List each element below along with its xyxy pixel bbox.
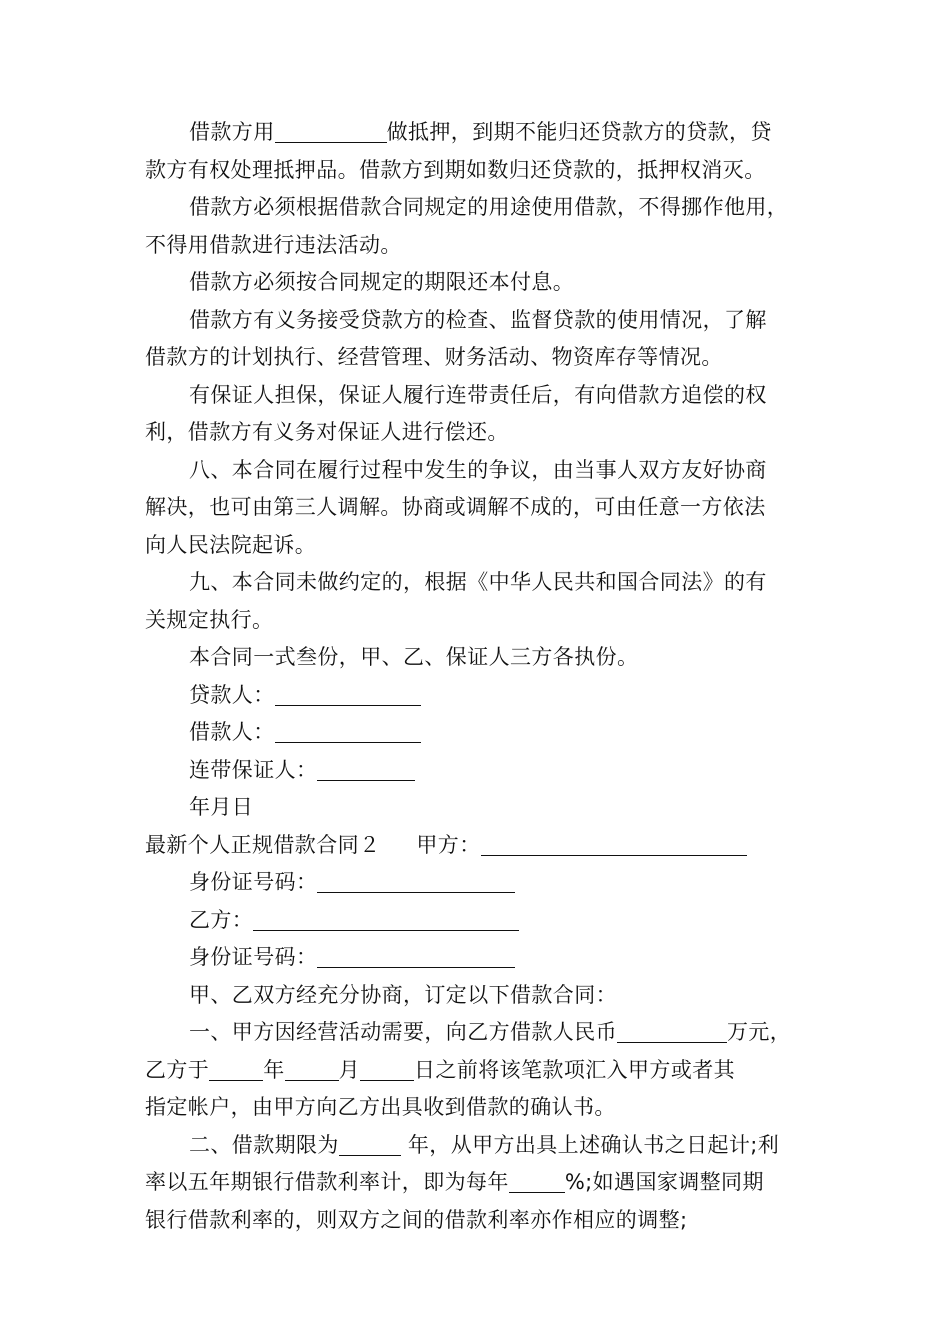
text-span: 年 [263,1057,285,1082]
text-line [145,1014,813,1052]
text-span: 八、本合同在履行过程中发生的争议，由当事人双方友好协商 [189,457,767,482]
text-line [145,1202,813,1240]
text-span: 贷款人： [189,682,275,707]
blank-field [285,1058,339,1081]
signature-guarantor [145,752,813,790]
text-line [145,902,813,940]
text-span: 年，从甲方出具上述确认书之日起计;利 [400,1132,780,1157]
text-line [145,377,813,415]
text-span: 乙方于 [145,1057,210,1082]
text-line [145,489,813,527]
text-span: 关规定执行。 [145,607,274,632]
text-span: 借款人： [189,720,275,744]
text-span: 连带保证人： [189,757,318,782]
text-line [145,527,813,565]
blank-field [209,1058,263,1081]
text-span: 日之前将该笔款项汇入甲方或者其 [414,1057,736,1082]
text-span: 二、借款期限为 [189,1132,339,1157]
text-span: 银行借款利率的，则双方之间的借款利率亦作相应的调整; [145,1207,688,1232]
blank-field [617,1020,727,1043]
text-span: 有保证人担保，保证人履行连带责任后，有向借款方追偿的权 [189,382,767,407]
text-line [145,602,813,640]
signature-lender [145,677,813,715]
text-line [145,1127,813,1165]
text-line [145,152,813,190]
text-span: 借款方有义务接受贷款方的检查、监督贷款的使用情况，了解 [189,307,767,332]
text-line [145,114,813,152]
text-span: 年月日 [189,795,254,819]
text-span: 做抵押，到期不能归还贷款方的贷款，贷 [386,120,772,144]
text-span: 甲方： [416,832,481,857]
blank-field [360,1058,414,1081]
blank-field [275,720,421,743]
text-span: 借款方用 [189,120,275,144]
text-span: 指定帐户，由甲方向乙方出具收到借款的确认书。 [145,1095,616,1119]
text-span: 身份证号码： [189,945,318,969]
date-line [145,789,813,827]
blank-field [481,833,747,856]
blank-field [509,1170,565,1193]
blank-field [275,683,421,706]
blank-field [317,758,415,781]
text-span: 月 [338,1057,361,1082]
text-span: 甲、乙双方经充分协商，订定以下借款合同： [189,982,617,1007]
text-line [145,189,813,227]
blank-field [275,120,387,143]
text-span: 利，借款方有义务对保证人进行偿还。 [145,420,509,444]
text-span: 乙方： [189,907,254,932]
text-line [145,564,813,602]
text-line [145,339,813,377]
text-span: 本合同一式叁份，甲、乙、保证人三方各执份。 [189,645,639,669]
blank-field [317,870,515,893]
text-line [145,827,813,865]
text-span: 一、甲方因经营活动需要，向乙方借款人民币 [189,1020,617,1044]
text-span: 借款方必须按合同规定的期限还本付息。 [189,270,575,294]
blank-field [253,908,519,931]
text-line [145,302,813,340]
text-span: 万元， [727,1020,792,1044]
text-span: 身份证号码： [189,870,318,894]
text-line [145,227,813,265]
text-span: 借款方的计划执行、经营管理、财务活动、物资库存等情况。 [145,345,723,369]
blank-field [317,945,515,968]
text-line [145,452,813,490]
contract-text [145,114,813,1239]
text-line [145,414,813,452]
text-line [145,1052,813,1090]
section-title: 最新个人正规借款合同２ [145,832,381,857]
text-span: 向人民法院起诉。 [145,532,317,557]
text-line [145,977,813,1015]
signature-borrower [145,714,813,752]
text-span: %;如遇国家调整同期 [564,1170,764,1194]
text-span: 不得用借款进行违法活动。 [145,232,402,257]
text-span: 款方有权处理抵押品。借款方到期如数归还贷款的，抵押权消灭。 [145,157,766,182]
text-span: 九、本合同未做约定的，根据《中华人民共和国合同法》的有 [189,570,767,594]
text-span: 借款方必须根据借款合同规定的用途使用借款，不得挪作他用， [189,195,789,219]
text-line [145,939,813,977]
text-line [145,1164,813,1202]
blank-field [339,1133,401,1156]
text-line [145,264,813,302]
text-span: 率以五年期银行借款利率计，即为每年 [145,1170,509,1194]
text-line [145,864,813,902]
text-line [145,639,813,677]
text-line [145,1089,813,1127]
text-span: 解决，也可由第三人调解。协商或调解不成的，可由任意一方依法 [145,495,766,519]
